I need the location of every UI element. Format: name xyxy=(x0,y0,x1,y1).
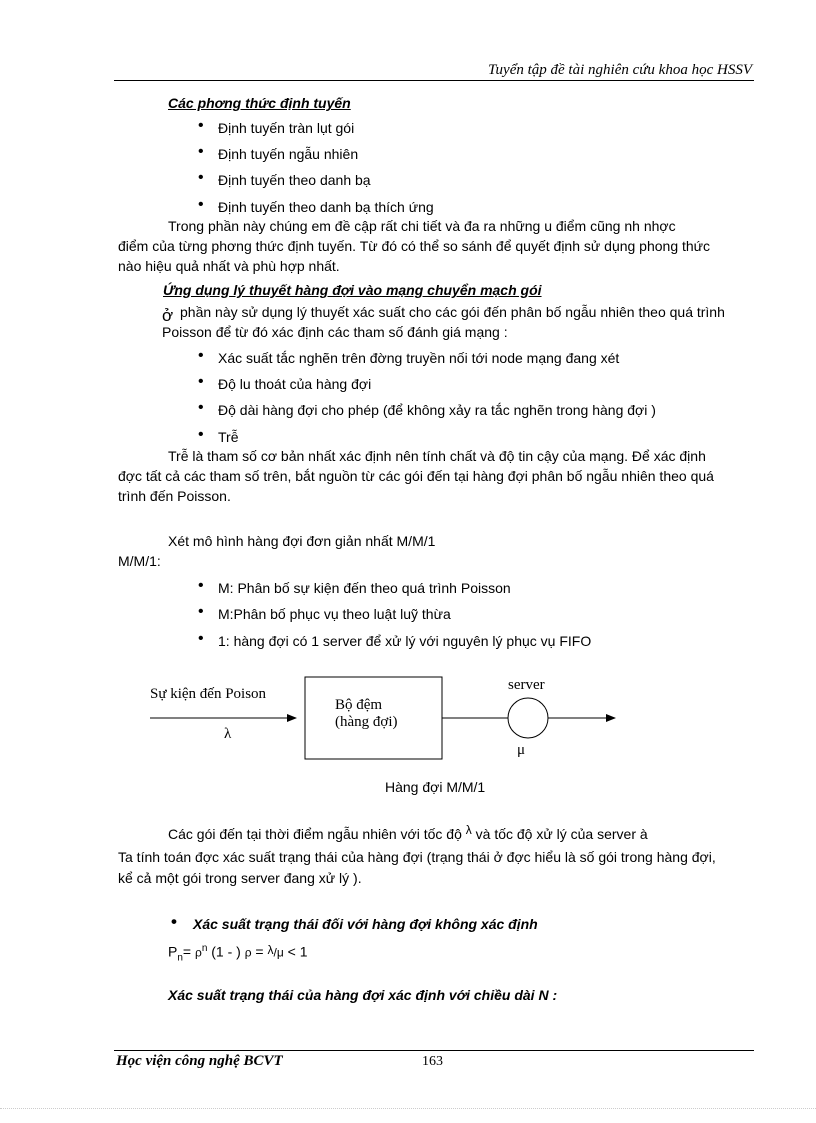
paragraph-routing xyxy=(118,216,748,276)
paragraph-line: Poisson để từ đó xác định các tham số đánh giá mạng : xyxy=(162,324,508,340)
server-label: server xyxy=(508,677,545,693)
bullet-icon: • xyxy=(171,912,177,931)
list-item: • Độ lu thoát của hàng đợi xyxy=(218,376,371,392)
formula-part: ρ xyxy=(244,945,252,960)
header-rule xyxy=(114,80,754,81)
page-bottom-border xyxy=(0,1108,816,1109)
state-prob-heading xyxy=(171,912,538,932)
header-title: Tuyển tập đề tài nghiên cứu khoa học HSSV xyxy=(488,62,752,78)
text-run: và tốc độ xử lý của server à xyxy=(475,826,648,842)
mu-symbol: μ xyxy=(517,742,526,758)
list-item: • Trễ xyxy=(218,429,238,445)
footer-institution: Học viện công nghệ BCVT xyxy=(116,1053,283,1069)
section-heading-routing: Các phơng thức định tuyến xyxy=(168,95,351,111)
list-item: • Định tuyến ngẫu nhiên xyxy=(218,146,358,162)
finite-queue-heading: Xác suất trạng thái của hàng đợi xác định với chiều dài N : xyxy=(168,987,558,1003)
buffer-label: Bộ đệm xyxy=(335,697,383,713)
section-heading-queueing: Ứng dụng lý thuyết hàng đợi vào mạng chuyển mạch gói xyxy=(163,282,542,298)
queue-diagram xyxy=(0,660,816,770)
state-prob-heading-text: Xác suất trạng thái đối với hàng đợi không xác định xyxy=(193,916,538,932)
paragraph-rates-line2: Ta tính toán đợc xác suất trạng thái của hàng đợi (trạng thái ở đợc hiểu là số gói trong hàng đợi, xyxy=(118,849,716,865)
list-item: • Độ dài hàng đợi cho phép (để không xảy ra tắc nghẽn trong hàng đợi ) xyxy=(218,402,656,418)
page-number: 163 xyxy=(422,1054,443,1069)
paragraph-line: nào hiệu quả nhất và phù hợp nhất. xyxy=(118,258,340,274)
list-item: • Định tuyến theo danh bạ xyxy=(218,172,371,188)
buffer-label-2: (hàng đợi) xyxy=(335,714,398,730)
paragraph-line: phần này sử dụng lý thuyết xác suất cho các gói đến phân bố ngẫu nhiên theo quá trình xyxy=(180,304,725,320)
paragraph-rates-line1 xyxy=(168,823,648,842)
formula-part: (1 - ) xyxy=(207,943,245,960)
formula-part: / xyxy=(273,945,277,960)
paragraph-line: điểm của từng phơng thức định tuyến. Từ đó có thể so sánh để quyết định sử dụng phong thức xyxy=(118,238,711,254)
formula-part: < 1 xyxy=(283,943,308,960)
intro-mark: ở xyxy=(162,306,174,325)
list-item: • Xác suất tắc nghẽn trên đờng truyền nối tới node mạng đang xét xyxy=(218,350,619,366)
footer-rule xyxy=(114,1050,754,1051)
formula-part: = xyxy=(182,943,195,960)
formula-pn xyxy=(168,943,308,963)
paragraph-delay xyxy=(118,446,748,506)
list-item: • 1: hàng đợi có 1 server để xử lý với nguyên lý phục vụ FIFO xyxy=(218,633,591,649)
list-item: • Định tuyến theo danh bạ thích ứng xyxy=(218,199,434,215)
formula-part: n xyxy=(177,952,183,964)
paragraph-rates-line3: kể cả một gói trong server đang xử lý ). xyxy=(118,870,362,886)
model-label: M/M/1: xyxy=(118,553,161,569)
server-circle xyxy=(508,698,548,738)
formula-part: n xyxy=(201,943,208,954)
lambda-symbol: λ xyxy=(224,726,232,742)
paragraph-line: Trễ là tham số cơ bản nhất xác định nên tính chất và độ tin cậy của mạng. Để xác định xyxy=(168,448,706,464)
formula-part: P xyxy=(168,943,178,960)
list-item: • M:Phân bố phục vụ theo luật luỹ thừa xyxy=(218,606,451,622)
paragraph-line: Trong phần này chúng em đề cập rất chi tiết và đa ra những u điểm cũng nh nhợc xyxy=(168,218,676,234)
list-item: • Định tuyến tràn lụt gói xyxy=(218,120,354,136)
formula-part: λ xyxy=(267,942,274,957)
formula-part: μ xyxy=(276,945,284,960)
formula-part: ρ xyxy=(194,945,202,960)
formula-part: = xyxy=(251,943,268,960)
text-run: Các gói đến tại thời điểm ngẫu nhiên với tốc độ xyxy=(168,826,462,842)
paragraph-line: trình đến Poisson. xyxy=(118,488,231,504)
list-item: • M: Phân bố sự kiện đến theo quá trình Poisson xyxy=(218,580,511,596)
model-intro: Xét mô hình hàng đợi đơn giản nhất M/M/1 xyxy=(168,533,436,549)
arrival-label: Sự kiện đến Poison xyxy=(150,686,267,702)
diagram-caption: Hàng đợi M/M/1 xyxy=(385,779,486,795)
paragraph-intro xyxy=(118,302,748,342)
paragraph-line: đợc tất cả các tham số trên, bắt nguồn từ các gói đến tại hàng đợi phân bố ngẫu nhiên theo quá xyxy=(118,468,714,484)
lambda-symbol-inline: λ xyxy=(465,823,472,837)
